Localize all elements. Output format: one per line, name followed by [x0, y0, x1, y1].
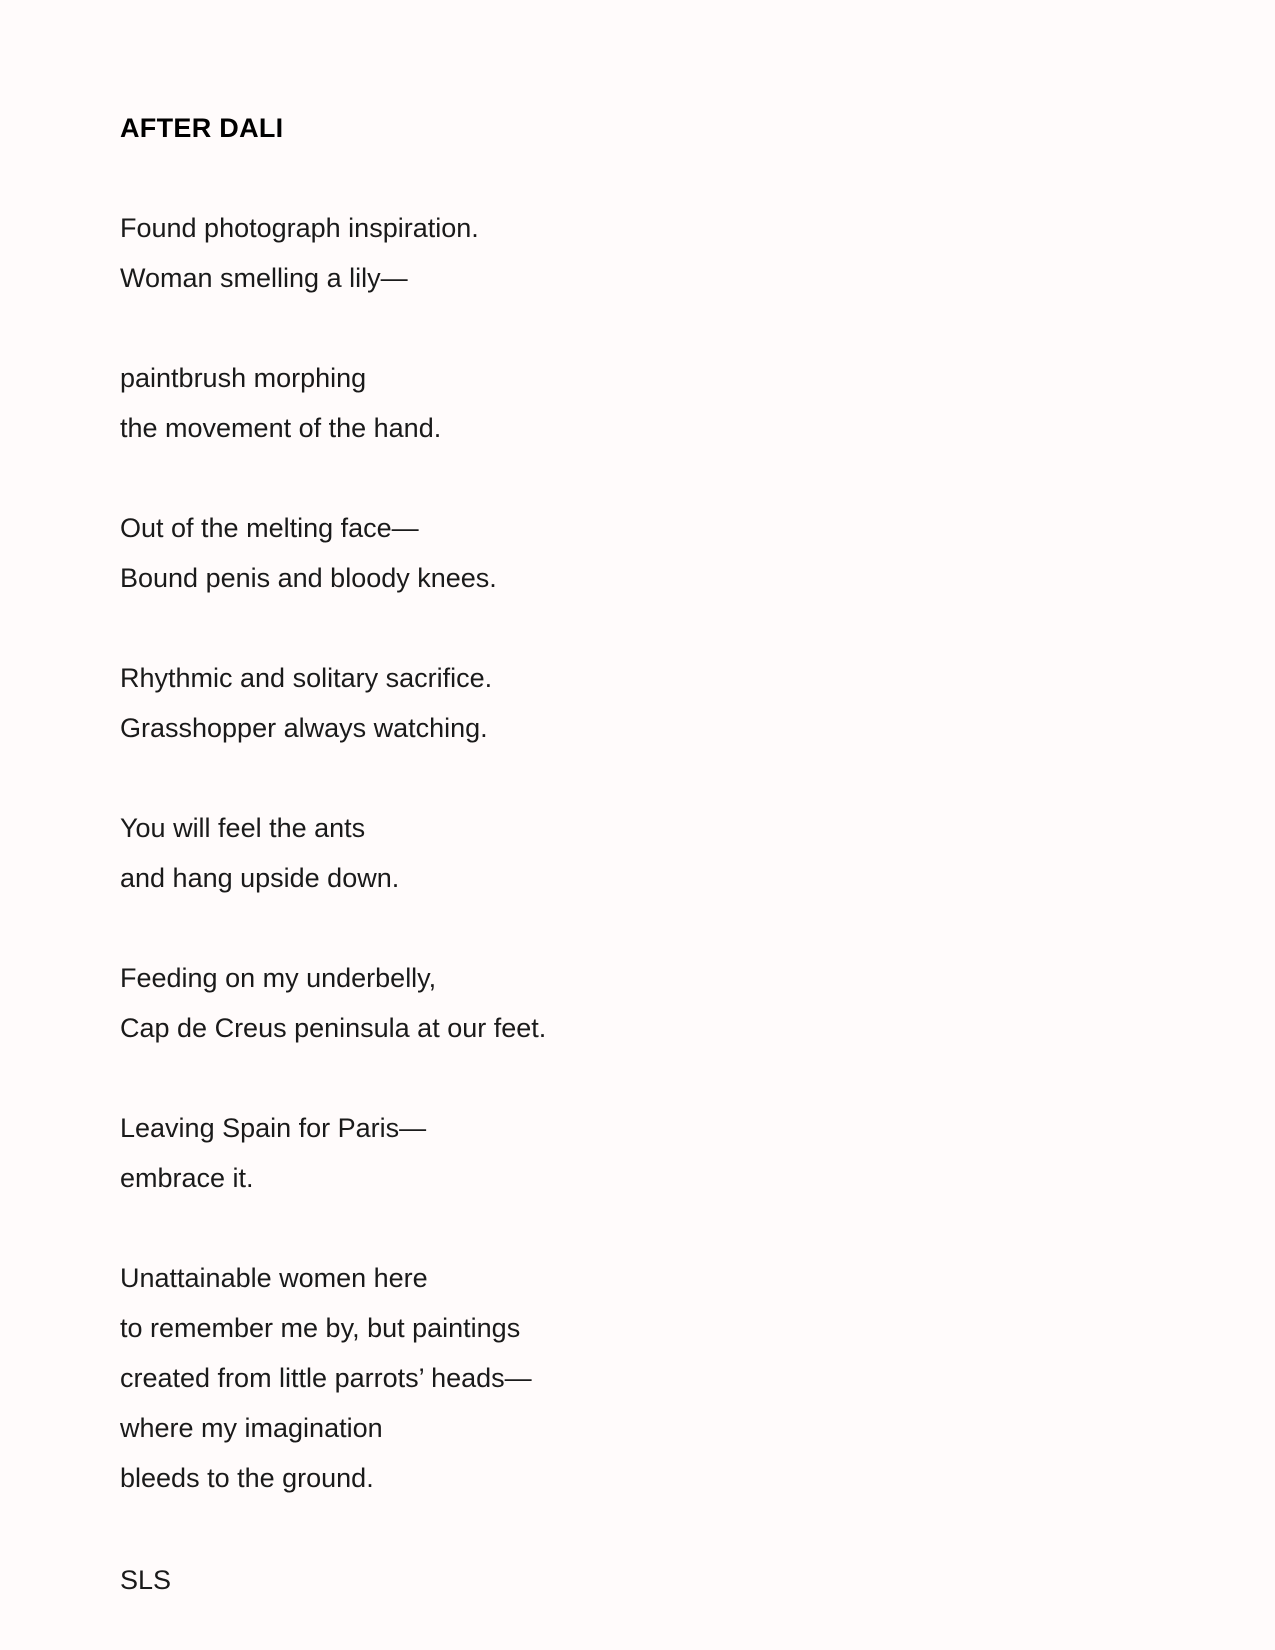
poem-line: Bound penis and bloody knees. [120, 563, 497, 593]
poem-line: where my imagination [120, 1413, 383, 1443]
poem-line: created from little parrots’ heads— [120, 1363, 532, 1393]
poem-line: Rhythmic and solitary sacrifice. [120, 663, 493, 693]
poem-line: bleeds to the ground. [120, 1463, 374, 1493]
poem-line: Cap de Creus peninsula at our feet. [120, 1013, 547, 1043]
poem-line: Grasshopper always watching. [120, 713, 488, 743]
poem-line: Feeding on my underbelly, [120, 963, 437, 993]
poem-line: to remember me by, but paintings [120, 1313, 521, 1343]
poem-line: the movement of the hand. [120, 413, 442, 443]
poem-line: and hang upside down. [120, 863, 400, 893]
poem-line: Woman smelling a lily— [120, 263, 408, 293]
poem-line: Out of the melting face— [120, 513, 419, 543]
author-signature: SLS [120, 1565, 172, 1595]
poem-line: You will feel the ants [120, 813, 366, 843]
poem-page [120, 0, 1120, 1650]
poem-line: paintbrush morphing [120, 363, 367, 393]
poem-line: Found photograph inspiration. [120, 213, 479, 243]
poem-line: embrace it. [120, 1163, 254, 1193]
poem-line: Leaving Spain for Paris— [120, 1113, 427, 1143]
poem-line: Unattainable women here [120, 1263, 428, 1293]
poem-title: AFTER DALI [120, 113, 284, 143]
